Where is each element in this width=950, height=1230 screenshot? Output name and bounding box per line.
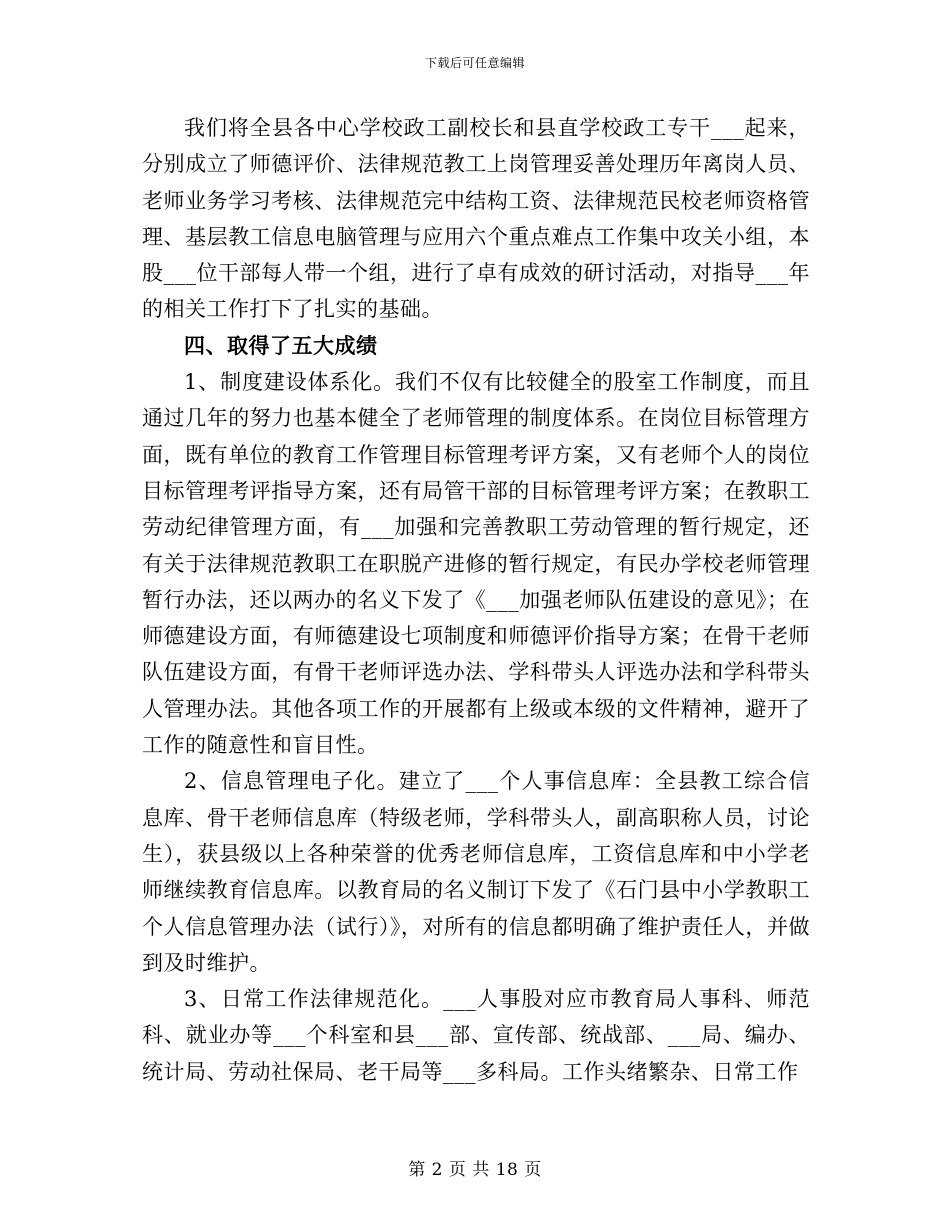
paragraph-intro: 我们将全县各中心学校政工副校长和县直学校政工专干___起来，分别成立了师德评价、法律规范教工上岗管理妥善处理历年离岗人员、老师业务学习考核、法律规范完中结构工资、法律规范民校老师资格管理、基层教工信息电脑管理与应用六个重点难点工作集中攻关小组，本股___位干部每人带一个组，进行了卓有成效的研讨活动，对指导___年的相关工作打下了扎实的基础。 (142, 116, 810, 322)
paragraph-item-3: 3、日常工作法律规范化。___人事股对应市教育局人事科、师范科、就业办等___个科室和县___部、宣传部、统战部、___局、编办、统计局、劳动社保局、老干局等___多科局。工作头绪繁杂、日常工作 (142, 987, 810, 1084)
document-body (142, 110, 810, 1090)
paragraph-item-1: 1、制度建设体系化。我们不仅有比较健全的股室工作制度，而且通过几年的努力也基本健全了老师管理的制度体系。在岗位目标管理方面，既有单位的教育工作管理目标管理考评方案，又有老师个人的岗位目标管理考评指导方案，还有局管干部的目标管理考评方案；在教职工劳动纪律管理方面，有___加强和完善教职工劳动管理的暂行规定，还有关于法律规范教职工在职脱产进修的暂行规定，有民办学校老师管理暂行办法，还以两办的名义下发了《___加强老师队伍建设的意见》；在师德建设方面，有师德建设七项制度和师德评价指导方案；在骨干老师队伍建设方面，有骨干老师评选办法、学科带头人评选办法和学科带头人管理办法。其他各项工作的开展都有上级或本级的文件精神，避开了工作的随意性和盲目性。 (142, 370, 810, 758)
section-heading: 四、取得了五大成绩 (184, 332, 378, 358)
page-number: 第 2 页 共 18 页 (408, 1160, 542, 1180)
page-header-note: 下载后可任意编辑 (424, 56, 525, 70)
paragraph-item-2: 2、信息管理电子化。建立了___个人事信息库：全县教工综合信息库、骨干老师信息库（特级老师，学科带头人，副高职称人员，讨论生），获县级以上各种荣誉的优秀老师信息库，工资信息库和中小学老师继续教育信息库。以教育局的名义制订下发了《石门县中小学教职工个人信息管理办法（试行）》，对所有的信息都明确了维护责任人，并做到及时维护。 (142, 769, 810, 975)
